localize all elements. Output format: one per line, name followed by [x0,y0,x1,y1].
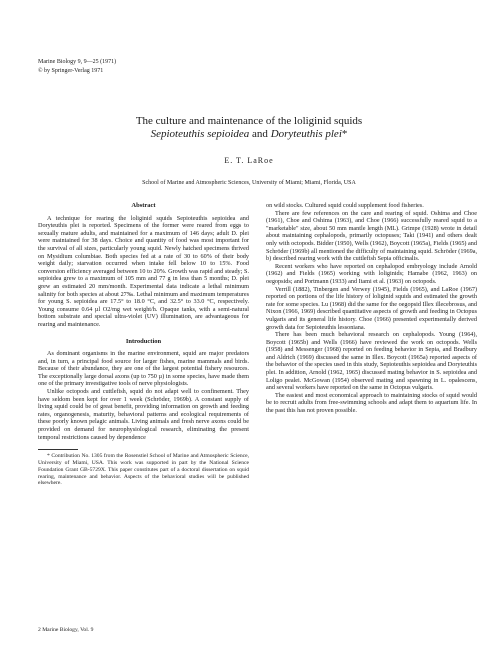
author-name: E. T. LaRoe [224,156,274,165]
body-paragraph-6: The easiest and most economical approach to maintaining stocks of squid would be to recruit adults from free-swimming schools and adapt them to aquarium life. In the past this has not proven possible. [266,391,477,415]
footnote: * Contribution No. 1305 from the Rosenstiel School of Marine and Atmospheric Science, University of Miami, USA. This work was supported in part by the National Science Foundation Grant GB-5729X. This paper constitutes part of a doctoral dissertation on squid rearing, maintenance and behavior. Aspects of the behavioral studies will be published elsewhere. [38,453,249,487]
intro-paragraph-2: Unlike octopods and cuttlefish, squid do not adapt well to confinement. They have seldom been kept for over 1 week (Schröder, 1969b). A constant supply of living squid could be of great benefit, providing information on growth and feeding rates, organogenesis, maturity, behavioral patterns and ecological requirements of these poorly known pelagic animals. Living animals and fresh nerve axons could be provided on demand for neurophysiological research, eliminating the present temporal restrictions caused by dependence [38,388,249,441]
species-name-1: Sepioteuthis sepioidea [150,128,250,140]
intro-paragraph-1: As dominant organisms in the marine environment, squid are major predators and, in turn, a principal food source for larger fishes, marine mammals and birds. Because of their abundance, they are one of the largest potential fishery resources. The exceptionally large dorsal axons (up to 750 µ) in some species, have made them one of the primary investigative tools of nerve physiologists. [38,350,249,388]
journal-header [38,58,116,75]
title-footnote-mark: * [341,128,348,140]
title-conjunction: and [249,128,271,140]
body-paragraph-4: Verrill (1882), Tinbergen and Verwey (1945), Fields (1965), and LaRoe (1967) reported on portions of the life history of loliginid squids and estimated the growth rate for some species. Lu (1968) did the same for the oegopsid Illex illecebrosus, and Nixon (1966, 1969) described quantitative aspects of growth and feeding in Octopus vulgaris and its general life history. Choe (1966) presented experimentally derived growth data for Sepioteuthis lessoniana. [266,285,477,331]
body-paragraph-2: There are few references on the care and rearing of squid. Oshima and Choe (1961), Choe and Oshima (1963), and Choe (1966) successfully reared squid to a "marketable" size, about 50 mm mantle length (ML). Grimpe (1928) wrote in detail about maintaining cephalopods, primarily octopuses; Taki (1941) and others dealt only with octopods. Bidder (1950), Wells (1962), Boycott (1965a), Fields (1965) and Schröder (1969b) all mentioned the difficulty of maintaining squid. Schröder (1969a, b) described rearing work with the cuttlefish Sepia officinalis. [266,209,477,263]
title-line-2 [38,128,460,141]
article-title [38,115,460,141]
left-column [38,202,249,487]
abstract-text: A technique for rearing the loliginid squids Sepioteuthis sepioidea and Doryteuthis plei is reported. Specimens of the former were reared from eggs to sexually mature adults, and maintained for a maximum of 146 days; adult D. plei were maintained for 38 days. Choice and quantity of food was most important for the survival of all sizes, particularly young squid. Newly hatched specimens thrived on Mysidium columbiae. Both species fed at a rate of 30 to 60% of their body weight daily; starvation occurred when intake fell below 10 to 15%. Food conversion efficiency averaged between 10 to 20%. Growth was rapid and steady; S. sepioidea grew to a maximum of 105 mm and 77 g in less than 5 months; D. plei grew an estimated 20 mm/month. Experimental data indicate a lethal minimum salinity for both species at about 27‰. Lethal minimum and maximum temperatures for young S. sepioidea are 17.5° to 18.0 °C, and 32.5° to 33.0 °C, respectively. Young consume 0.64 µl O2/mg wet weight/h. Opaque tanks, with a semi-natural bottom substrate and special ultra-violet (UV) illumination, are advantageous for rearing and maintenance. [38,214,249,328]
author-affiliation: School of Marine and Atmospheric Sciences, University of Miami; Miami, Florida, USA [142,180,356,186]
introduction-heading: Introduction [125,337,162,345]
page-folio: 2 Marine Biology, Vol. 9 [38,627,94,633]
right-column [266,202,477,415]
journal-citation: Marine Biology 9, 9—25 (1971) [38,59,117,65]
title-line-1: The culture and maintenance of the loliginid squids [135,115,363,127]
copyright-line: © by Springer-Verlag 1971 [38,67,104,74]
body-paragraph-5: There has been much behavioral research on cephalopods. Young (1964), Boycott (1965b) and Wells (1966) have reviewed the work on octopods. Wells (1958) and Messenger (1968) reported on feeding behavior in Sepia, and Bradbury and Aldrich (1969) discussed the same in Illex. Boycott (1965a) reported aspects of the behavior of the species used in this study, Sepioteuthis sepioidea and Doryteuthis plei. In addition, Arnold (1962, 1965) discussed mating behavior in S. sepioidea and Loligo pealei. McGowan (1954) observed mating and spawning in L. opalescens, and several workers have reported on the same in Octopus vulgaris. [266,331,477,392]
body-paragraph-3: Recent workers who have reported on cephalopod embryology include Arnold (1962) and Fields (1965) working with loliginids; Hamabe (1962, 1963) on oegopsids; and Portmann (1933) and Itami et al. (1963) on octopods. [266,262,477,285]
species-name-2: Doryteuthis plei [270,128,342,140]
body-paragraph-1: on wild stocks. Cultured squid could supplement food fisheries. [266,202,424,209]
footnote-rule [38,449,78,450]
abstract-heading: Abstract [131,202,156,209]
